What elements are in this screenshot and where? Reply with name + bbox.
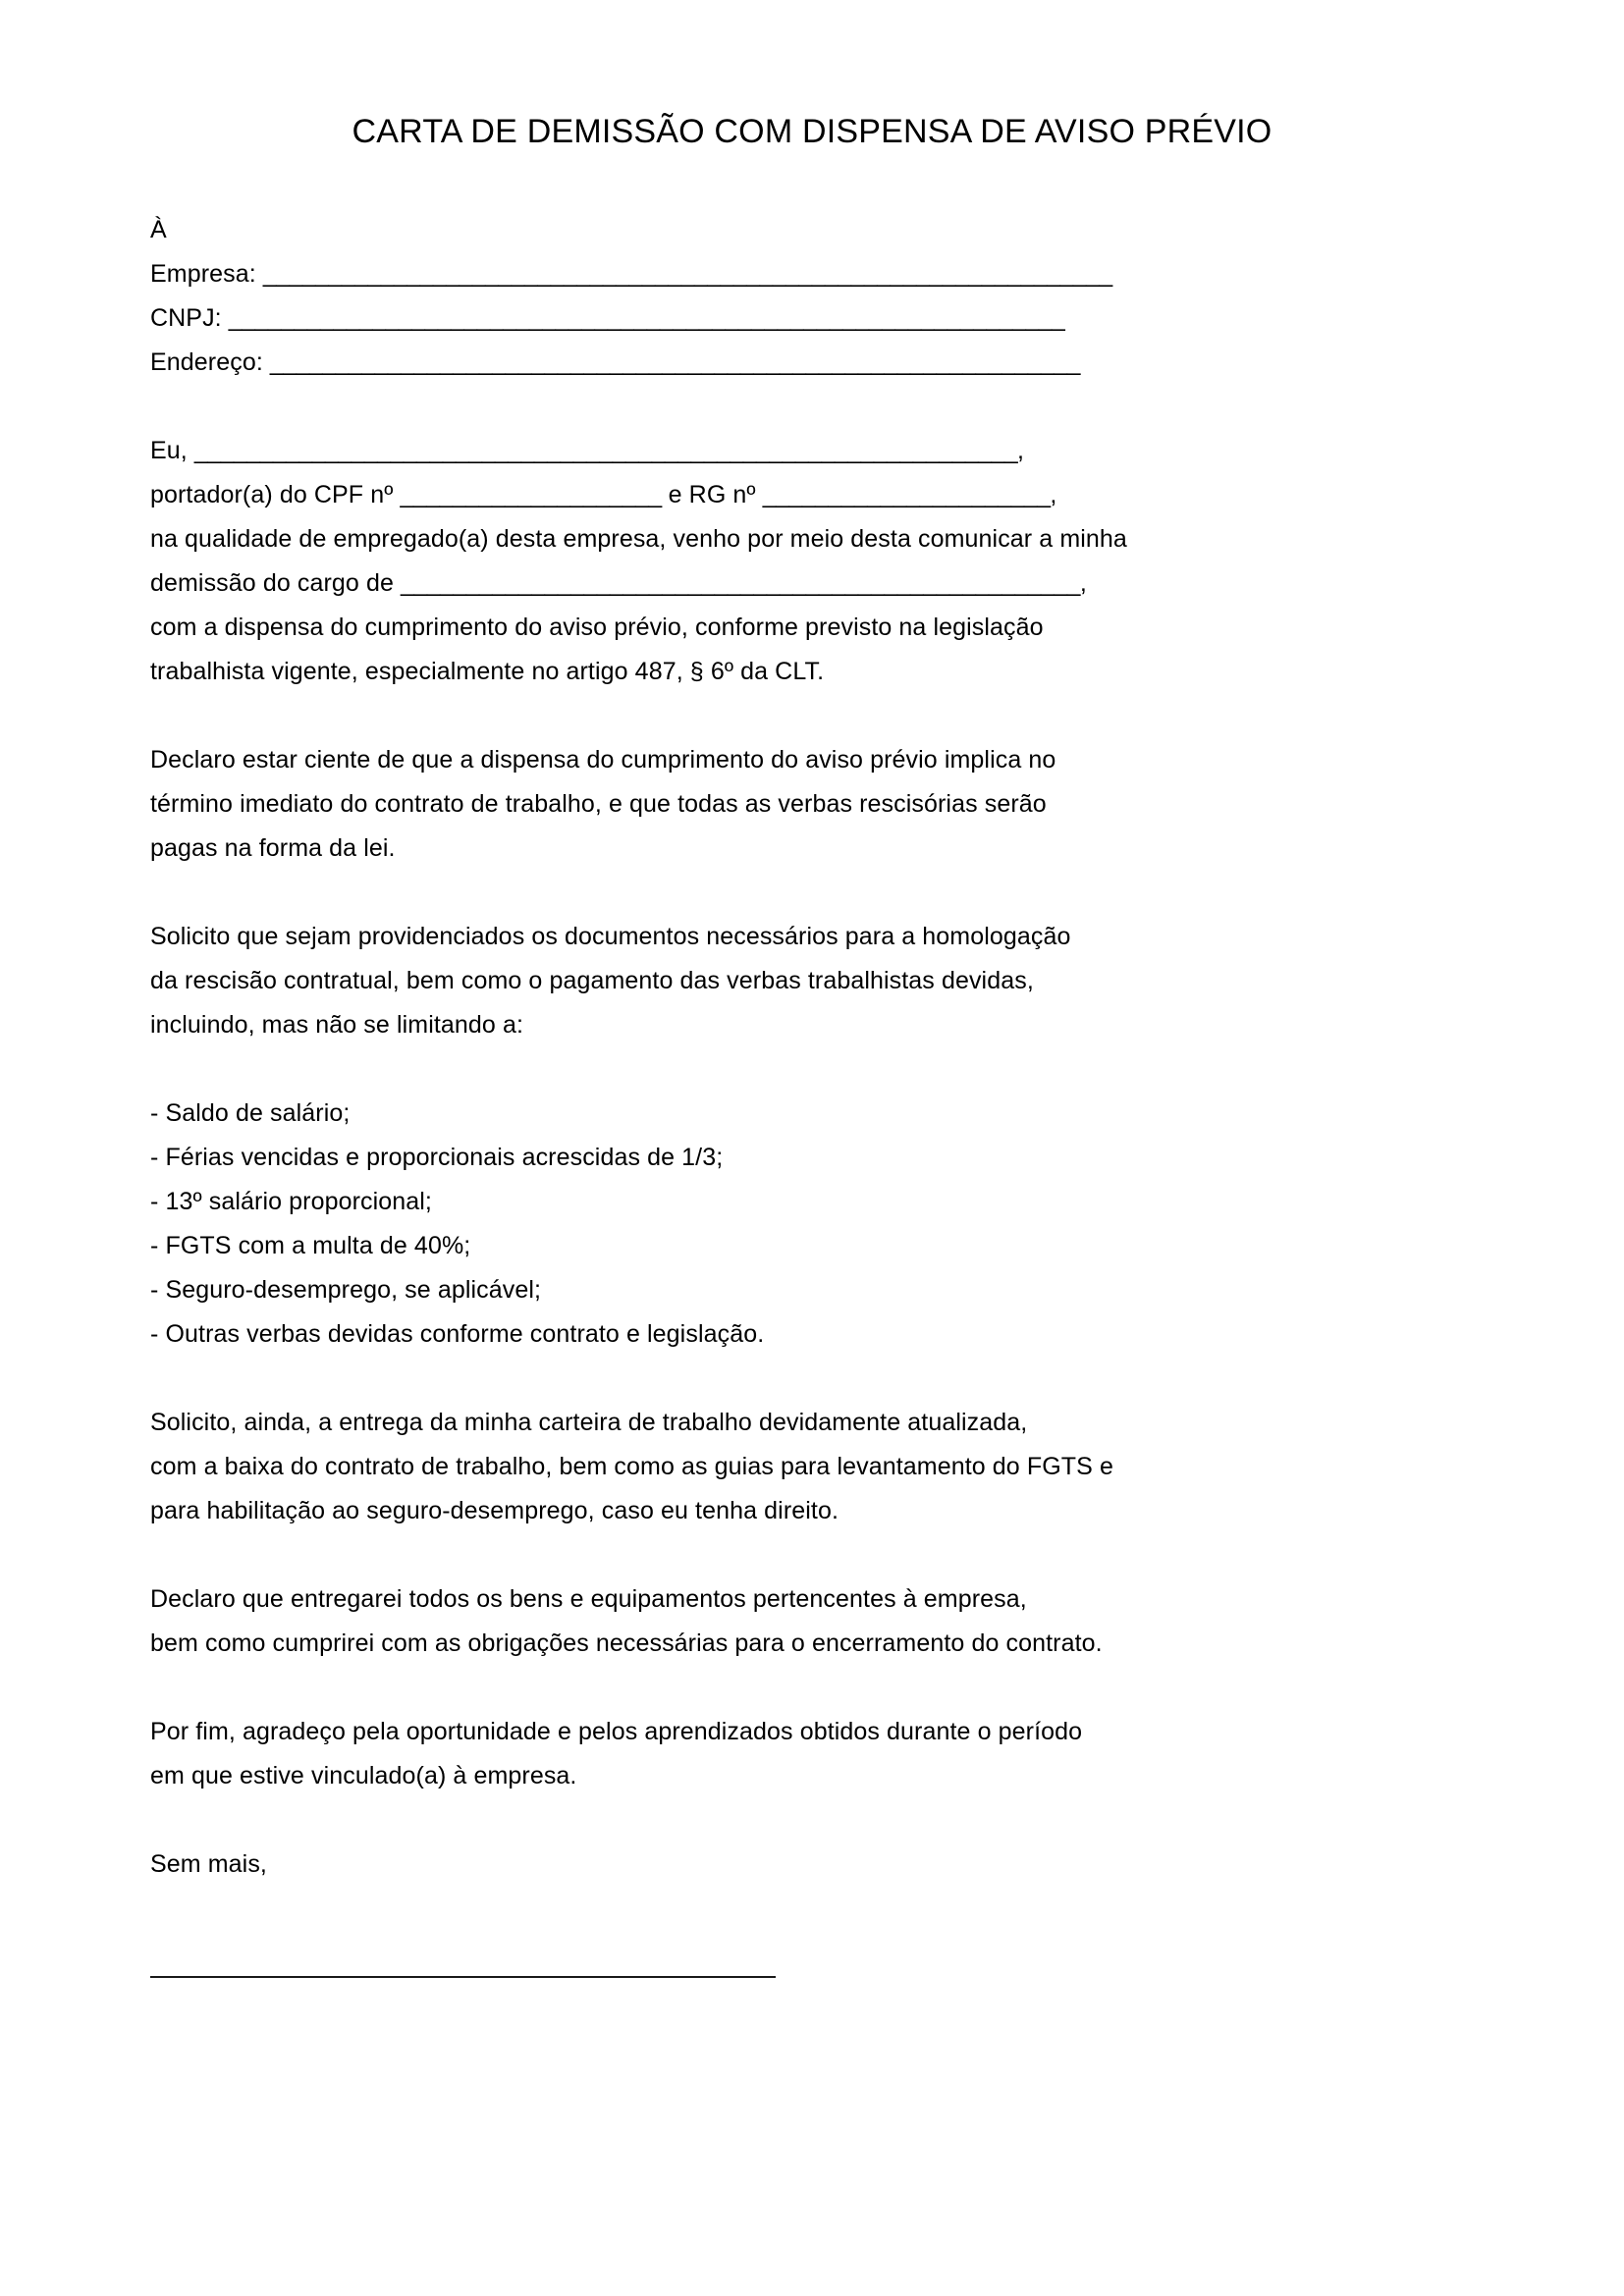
spacer xyxy=(150,1887,1427,1931)
company-label: Empresa: xyxy=(150,260,263,288)
cpf-blank-input[interactable]: ____________________ xyxy=(400,481,662,508)
paragraph-documents xyxy=(150,1401,1427,1533)
position-label: demissão do cargo de xyxy=(150,569,402,597)
paragraph-thanks xyxy=(150,1710,1427,1798)
employee-name-blank-input[interactable]: _______________________________________________________________ xyxy=(193,437,1018,464)
recipient-block xyxy=(150,208,1427,385)
spacer xyxy=(150,1931,1427,1952)
request-line-1: Solicito que sejam providenciados os documentos necessários para a homologação xyxy=(150,923,1071,950)
cpf-rg-line xyxy=(150,473,1427,517)
address-blank-input[interactable]: ______________________________________________________________ xyxy=(269,348,1080,376)
awareness-line-3: pagas na forma da lei. xyxy=(150,834,396,862)
list-item: - 13º salário proporcional; xyxy=(150,1188,432,1215)
cpf-label: portador(a) do CPF nº xyxy=(150,481,401,508)
spacer xyxy=(150,385,1427,429)
company-blank-input[interactable]: _________________________________________________________________ xyxy=(262,260,1112,288)
entitlements-list xyxy=(150,1092,1427,1357)
intro-block xyxy=(150,429,1427,694)
documents-line-3: para habilitação ao seguro-desemprego, caso eu tenha direito. xyxy=(150,1497,839,1524)
spacer xyxy=(150,1533,1427,1577)
eu-label: Eu, xyxy=(150,437,194,464)
recipient-salutation: À xyxy=(150,216,167,243)
list-item: - Férias vencidas e proporcionais acrescidas de 1/3; xyxy=(150,1144,724,1171)
position-line xyxy=(150,561,1427,606)
employee-name-comma: , xyxy=(1017,437,1025,464)
intro-line-3: na qualidade de empregado(a) desta empresa, venho por meio desta comunicar a minha xyxy=(150,525,1127,553)
list-item: - Seguro-desemprego, se aplicável; xyxy=(150,1276,542,1304)
spacer xyxy=(150,871,1427,915)
address-field-line xyxy=(150,341,1427,385)
documents-line-2: com a baixa do contrato de trabalho, bem como as guias para levantamento do FGTS e xyxy=(150,1453,1113,1480)
spacer xyxy=(150,1357,1427,1401)
request-line-2: da rescisão contratual, bem como o pagamento das verbas trabalhistas devidas, xyxy=(150,967,1034,994)
awareness-line-1: Declaro estar ciente de que a dispensa do cumprimento do aviso prévio implica no xyxy=(150,746,1056,774)
cnpj-blank-input[interactable]: ________________________________________________________________ xyxy=(228,304,1065,332)
valediction: Sem mais, xyxy=(150,1850,267,1878)
document-body xyxy=(150,208,1427,1978)
request-line-3: incluindo, mas não se limitando a: xyxy=(150,1011,523,1039)
employee-name-line xyxy=(150,429,1427,473)
cnpj-label: CNPJ: xyxy=(150,304,229,332)
list-item: - FGTS com a multa de 40%; xyxy=(150,1232,471,1259)
spacer xyxy=(150,1666,1427,1710)
paragraph-awareness xyxy=(150,738,1427,871)
intro-line-6-clt-reference: trabalhista vigente, especialmente no artigo 487, § 6º da CLT. xyxy=(150,658,825,685)
position-comma: , xyxy=(1079,569,1087,597)
cnpj-field-line xyxy=(150,296,1427,341)
return-assets-line-2: bem como cumprirei com as obrigações necessárias para o encerramento do contrato. xyxy=(150,1629,1103,1657)
address-label: Endereço: xyxy=(150,348,270,376)
list-item: - Outras verbas devidas conforme contrato e legislação. xyxy=(150,1320,765,1348)
intro-line-5: com a dispensa do cumprimento do aviso prévio, conforme previsto na legislação xyxy=(150,614,1044,641)
cpf-rg-comma: , xyxy=(1050,481,1057,508)
paragraph-request xyxy=(150,915,1427,1047)
signature-line[interactable] xyxy=(150,1976,776,1978)
thanks-line-1: Por fim, agradeço pela oportunidade e pelos aprendizados obtidos durante o período xyxy=(150,1718,1083,1745)
rg-label: e RG nº xyxy=(661,481,763,508)
thanks-line-2: em que estive vinculado(a) à empresa. xyxy=(150,1762,577,1789)
company-field-line xyxy=(150,252,1427,296)
documents-line-1: Solicito, ainda, a entrega da minha carteira de trabalho devidamente atualizada, xyxy=(150,1409,1028,1436)
page-title: CARTA DE DEMISSÃO COM DISPENSA DE AVISO PRÉVIO xyxy=(352,113,1272,150)
spacer xyxy=(150,694,1427,738)
return-assets-line-1: Declaro que entregarei todos os bens e equipamentos pertencentes à empresa, xyxy=(150,1585,1027,1613)
list-item: - Saldo de salário; xyxy=(150,1099,351,1127)
paragraph-return-assets xyxy=(150,1577,1427,1666)
rg-blank-input[interactable]: ______________________ xyxy=(762,481,1051,508)
signature-block xyxy=(150,1976,1427,1978)
spacer xyxy=(150,1798,1427,1842)
closing-block xyxy=(150,1842,1427,1887)
awareness-line-2: término imediato do contrato de trabalho, e que todas as verbas rescisórias serão xyxy=(150,790,1047,818)
spacer xyxy=(150,1047,1427,1092)
position-blank-input[interactable]: ____________________________________________________ xyxy=(401,569,1080,597)
